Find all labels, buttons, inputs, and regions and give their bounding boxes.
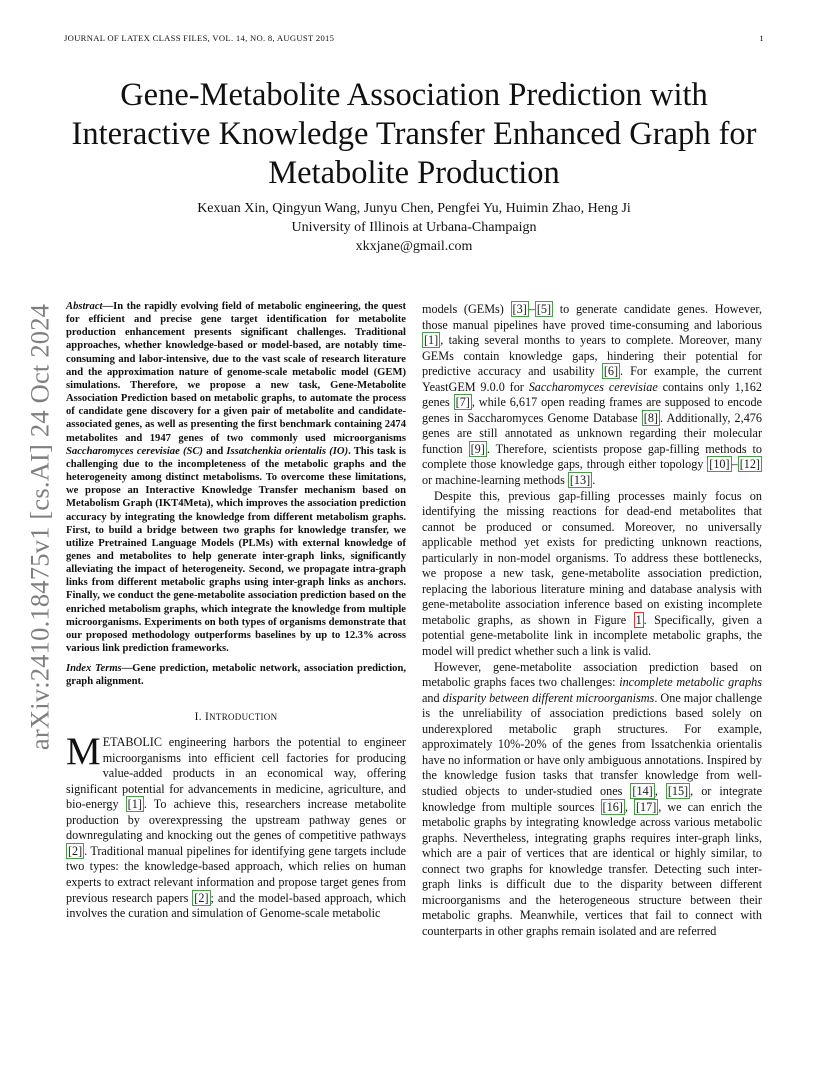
author-affiliation: University of Illinois at Urbana-Champaign (291, 220, 537, 235)
arxiv-identifier: arXiv:2410.18475v1 [cs.AI] 24 Oct 2024 (24, 303, 55, 751)
paragraph-text: . (592, 473, 596, 488)
separator: , (654, 783, 666, 798)
journal-name: JOURNAL OF LATEX CLASS FILES, VOL. 14, NO. 8, AUGUST 2015 (64, 33, 335, 43)
paragraph-text: ; and the model-based approach, which involves the curation and simulation of Genome-scale metabolic (66, 890, 407, 921)
paragraph (422, 660, 762, 940)
title-line: Metabolite Production (268, 155, 560, 191)
abstract-label: Abstract (66, 301, 103, 312)
species-name: Saccharomyces cerevisiae (528, 379, 658, 394)
citation-link[interactable]: [10] (709, 457, 730, 472)
author-block (60, 199, 768, 256)
abstract-text: —In the rapidly evolving field of metabolic engineering, the quest for efficient and precise gene target identification for metabolite production enhancement presents significant challenges. Traditional approaches, whether knowledge-based or model-based, are notably time-consuming and labor-intensive, due to the vast scale of research literature and the approximation nature of genome-scale metabolic model (GEM) simulations. Therefore, we propose a new task, Gene-Metabolite Association Prediction based on metabolic graphs, to automate the process of candidate gene discovery for a given pair of metabolite and candidate-associated genes, as well as presenting the first benchmark containing 2474 metabolites and 1947 genes of two commonly used microorganisms (66, 301, 406, 444)
citation-link[interactable]: [16] (602, 799, 623, 814)
citation-link[interactable]: [5] (536, 302, 552, 316)
citation-link[interactable]: [12] (739, 457, 760, 472)
paragraph-text: and (422, 690, 443, 705)
right-column (422, 302, 762, 939)
title-line: Interactive Knowledge Transfer Enhanced Graph for (71, 116, 757, 152)
page-number: 1 (759, 33, 764, 43)
abstract-text: . This task is challenging due to the incompleteness of the metabolic graphs and the heterogeneity among distinct metabolisms. To overcome these limitations, we propose an Interactive Knowledge Transfer mechanism based on Metabolism Graph (IKT4Meta), which improves the association prediction accuracy by integrating the knowledge from different metabolism graphs. First, to build a bridge between two graphs for knowledge transfer, we utilize Pretrained Language Models (PLMs) with external knowledge of genes and metabolites to help generate inter-graph links, significantly alleviating the impact of heterogeneity. Second, we propagate intra-graph links from different metabolic graphs using inter-graph links as anchors. Finally, we conduct the gene-metabolite association prediction based on the enriched metabolism graphs, which integrate the knowledge from multiple microorganisms. Experiments on both types of organisms demonstrate that our proposed methodology outperforms baselines by up to 12.3% across various link prediction frameworks. (66, 445, 406, 655)
citation-link[interactable]: [14] (632, 783, 653, 798)
paragraph-text: . Therefore, scientists propose gap-filling methods to complete those knowledge gaps, through either topology (422, 441, 763, 472)
paragraph-text: contains only 1,162 genes (422, 379, 762, 410)
paragraph-text: . For example, the current YeastGEM 9.0.0 for (422, 364, 762, 394)
separator: , (624, 799, 634, 814)
paragraph-text: ETABOLIC engineering harbors the potential to engineer microorganisms into efficient cell factories for producing value-added products in an economical way, offering significant potential for advancements in medicine, agriculture, and bio-energy (66, 735, 406, 812)
paper-title (60, 76, 768, 193)
author-names: Kexuan Xin, Qingyun Wang, Junyu Chen, Pengfei Yu, Huimin Zhao, Heng Ji (197, 201, 631, 216)
citation-link[interactable]: [1] (127, 797, 142, 812)
arxiv-sidebar (18, 296, 62, 758)
citation-link[interactable]: [1] (424, 333, 439, 348)
paragraph-text: , we can enrich the metabolic graphs by integrating knowledge across various metabolic graphs. Nevertheless, integrating graphs requires inter-graph links, which are a pair of vertices that are identical or highly similar, to connect two graphs for knowledge transfer. Detecting such inter-graph links is difficult due to the disparity between different microorganisms and the heterogeneous structure between their metabolic graphs. Meanwhile, vertices that fail to connect with counterparts in other graphs remain isolated and are referred (422, 799, 762, 938)
citation-link[interactable]: [13] (569, 473, 591, 488)
paragraph (422, 489, 762, 660)
paragraph-text: , taking several months to years to complete. Moreover, many GEMs contain knowledge gaps, hindering their potential for predictive accuracy and usability (422, 333, 762, 379)
paragraph-text: Despite this, previous gap-filling processes mainly focus on identifying the missing reactions for dead-end metabolites that cannot be produced or consumed. Moreover, no universally applicable method yet exists for predicting unknown reactions, particularly in non-model organisms. To address these bottlenecks, we propose a new task, gene-metabolite association prediction, replacing the laborious literature mining and database analysis with gene-metabolite association inference based on existing incomplete metabolic graphs, as shown in Figure (422, 488, 762, 627)
section-title-rest: NTRODUCTION (209, 711, 278, 722)
author-email: xkxjane@gmail.com (355, 239, 473, 254)
citation-link[interactable]: [6] (603, 364, 619, 379)
citation-link[interactable]: [8] (643, 410, 658, 425)
section-initial: I (205, 710, 210, 723)
title-line: Gene-Metabolite Association Prediction with (120, 77, 708, 113)
section-heading (66, 710, 406, 726)
paragraph (422, 302, 762, 489)
species-name: Issatchenkia orientalis (IO) (226, 445, 349, 457)
paragraph-text: . One major challenge is the unreliability of association predictions based solely on underexplored metabolic graph structures. For example, approximately 10%-20% of the genes from Issatchenkia orientalis have no information or have only ambiguous annotations. Inspired by the knowledge fusion tasks that transfer knowledge from well-studied objects to under-studied ones (422, 690, 762, 798)
species-name: Saccharomyces cerevisiae (SC) (66, 445, 203, 457)
figure-link[interactable]: 1 (635, 612, 642, 627)
intro-paragraph (66, 730, 407, 922)
range-dash: – (731, 457, 738, 472)
paragraph-text: . Specifically, given a potential gene-metabolite link in incomplete metabolic graphs, the model will predict whether such a link is valid. (422, 612, 762, 659)
paragraph-text: to generate candidate genes. However, those manual pipelines have proved time-consuming and laborious (422, 302, 763, 332)
citation-link[interactable]: [2] (194, 890, 209, 905)
citation-link[interactable]: [9] (470, 441, 485, 456)
paragraph-text: . Traditional manual pipelines for identifying gene targets include two types: the knowledge-based approach, which relies on human experts to extract relevant information and propose target genes from previous research papers (66, 843, 406, 905)
section-numeral: I. (194, 710, 205, 723)
range-dash: – (528, 302, 535, 316)
paragraph-text: . To achieve this, researchers increase metabolite production by overexpressing the upstream pathway genes or downregulating and knocking out the genes of competitive pathways (66, 797, 406, 843)
emphasis: incomplete metabolic graphs (619, 675, 762, 690)
index-terms (66, 662, 406, 688)
paragraph-text: . Additionally, 2,476 genes are still annotated as unknown regarding their molecular function (422, 410, 762, 456)
paragraph-text: , or integrate knowledge from multiple sources (422, 783, 762, 814)
abstract (66, 300, 406, 655)
abstract-text: and (202, 445, 227, 457)
index-terms-label: Index Terms (66, 663, 122, 675)
citation-link[interactable]: [17] (635, 799, 657, 814)
paragraph-text: or machine-learning methods (422, 473, 568, 488)
paragraph-text: , while 6,617 open reading frames are supposed to encode genes in Saccharomyces Genome Database (422, 395, 763, 425)
left-column (66, 300, 406, 922)
drop-cap: M (66, 730, 101, 774)
citation-link[interactable]: [3] (512, 302, 527, 316)
paragraph-text: However, gene-metabolite association prediction based on metabolic graphs faces two challenges: (422, 659, 762, 690)
citation-link[interactable]: [7] (455, 395, 470, 410)
citation-link[interactable]: [2] (68, 843, 83, 858)
citation-link[interactable]: [15] (667, 783, 689, 798)
emphasis: disparity between different microorganisms (442, 690, 655, 705)
index-terms-text: —Gene prediction, metabolic network, association prediction, graph alignment. (66, 663, 406, 688)
paragraph-text: models (GEMs) (422, 302, 511, 316)
